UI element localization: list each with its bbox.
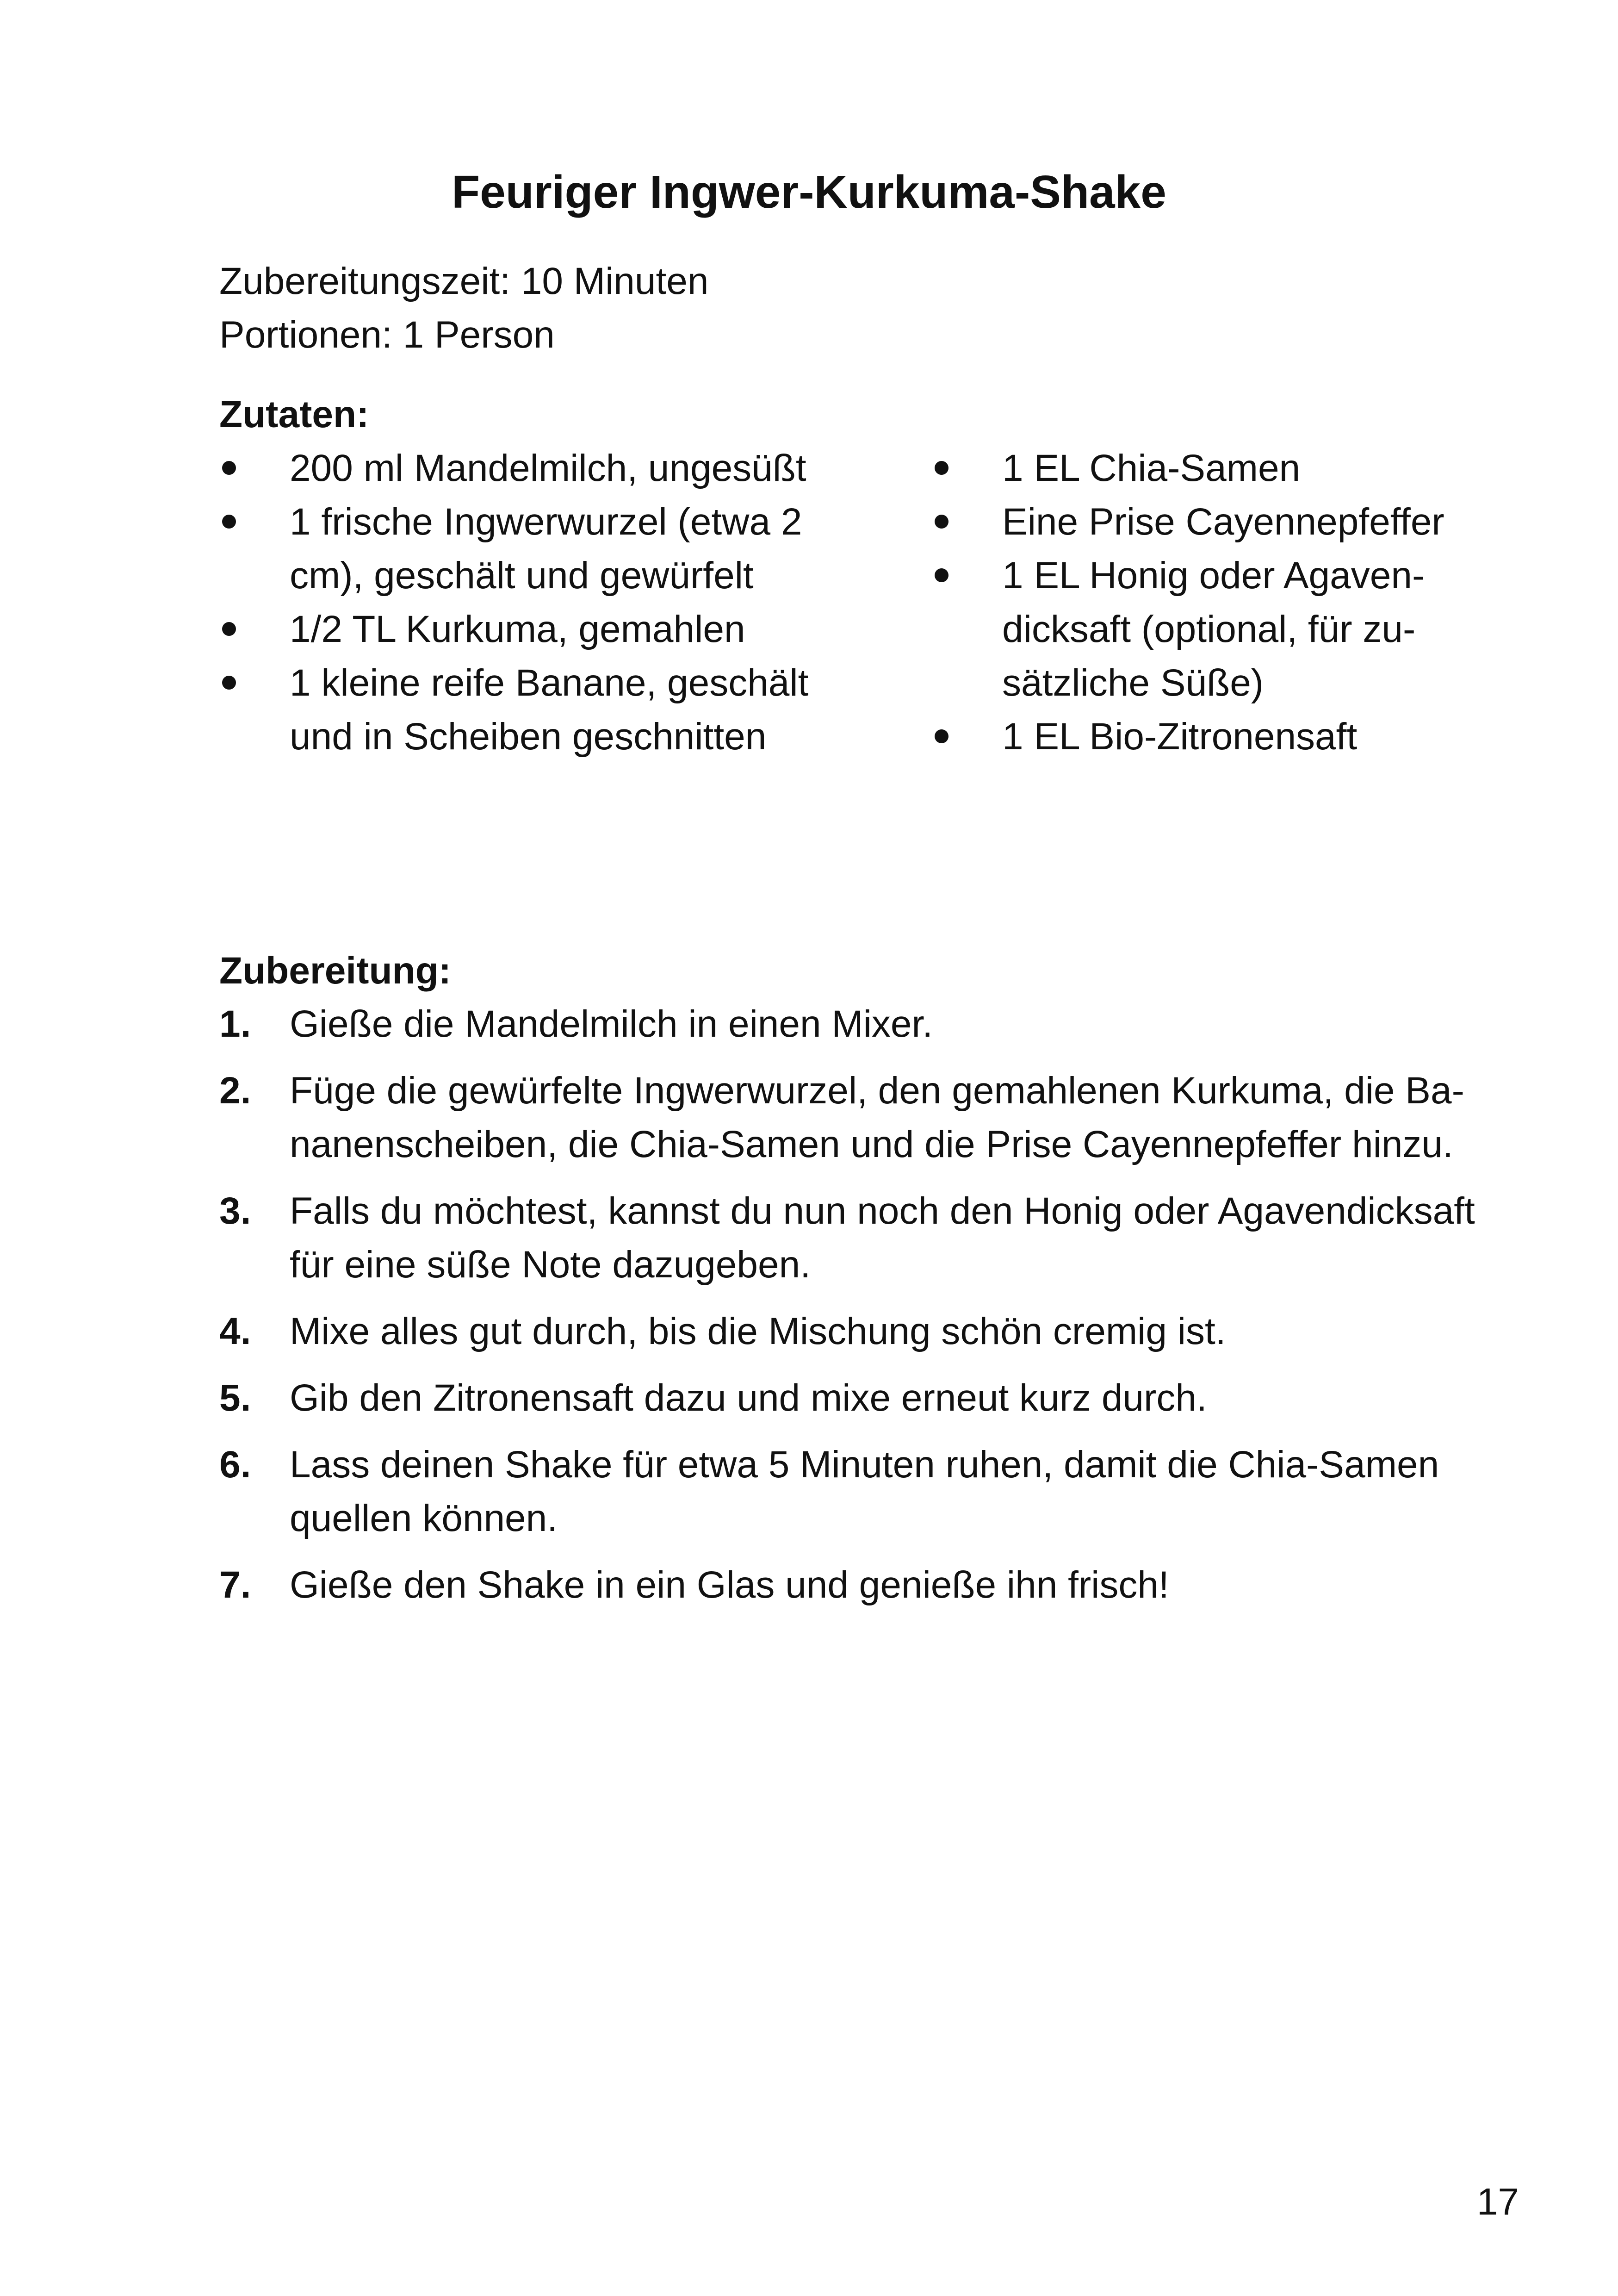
ingredient-item bbox=[932, 495, 1519, 549]
ingredient-text: Eine Prise Cayennepfeffer bbox=[1002, 501, 1444, 543]
ingredients-list-left bbox=[219, 442, 835, 764]
bullet-icon bbox=[935, 461, 948, 475]
ingredient-item bbox=[932, 549, 1519, 710]
ingredient-item bbox=[219, 442, 835, 495]
step-number: 1. bbox=[219, 1003, 251, 1045]
ingredient-item bbox=[932, 710, 1519, 764]
preparation-heading: Zubereitung: bbox=[219, 950, 452, 992]
step-text: Füge die gewürfelte Ingwerwurzel, den gemahlenen Kurkuma, die Bananenscheiben, die Chia-Samen und die Prise Cayennepfeffer hinzu. bbox=[290, 1070, 1464, 1165]
preparation-steps bbox=[219, 997, 1519, 1625]
step-text: Lass deinen Shake für etwa 5 Minuten ruhen, damit die Chia-Samen quellen können. bbox=[290, 1444, 1439, 1539]
ingredients-heading: Zutaten: bbox=[219, 393, 369, 436]
step-item bbox=[219, 1064, 1519, 1171]
step-text: Falls du möchtest, kannst du nun noch den Honig oder Agavendicksaft für eine süße Note dazugeben. bbox=[290, 1190, 1475, 1286]
recipe-title: Feuriger Ingwer-Kurkuma-Shake bbox=[452, 166, 1166, 218]
prep-time: Zubereitungszeit: 10 Minuten bbox=[219, 260, 709, 302]
step-item bbox=[219, 1558, 1519, 1612]
ingredient-text: 1 EL Bio-Zitronensaft bbox=[1002, 716, 1358, 758]
recipe-meta bbox=[219, 255, 709, 362]
step-number: 5. bbox=[219, 1377, 251, 1419]
ingredient-text: 1 EL Honig oder Agavendicksaft (optional, für zusätzliche Süße) bbox=[1002, 554, 1425, 704]
step-number: 6. bbox=[219, 1444, 251, 1486]
step-item bbox=[219, 1305, 1519, 1358]
step-text: Gieße den Shake in ein Glas und genieße ihn frisch! bbox=[290, 1564, 1169, 1606]
step-text: Mixe alles gut durch, bis die Mischung schön cremig ist. bbox=[290, 1310, 1226, 1352]
step-number: 2. bbox=[219, 1070, 251, 1112]
bullet-icon bbox=[222, 515, 236, 529]
bullet-icon bbox=[935, 515, 948, 529]
step-number: 4. bbox=[219, 1310, 251, 1352]
ingredient-text: 1/2 TL Kurkuma, gemahlen bbox=[290, 608, 745, 650]
bullet-icon bbox=[935, 568, 948, 582]
step-number: 3. bbox=[219, 1190, 251, 1232]
bullet-icon bbox=[222, 622, 236, 636]
ingredients-list-right bbox=[932, 442, 1519, 764]
servings: Portionen: 1 Person bbox=[219, 314, 555, 356]
step-number: 7. bbox=[219, 1564, 251, 1606]
bullet-icon bbox=[222, 461, 236, 475]
step-text: Gieße die Mandelmilch in einen Mixer. bbox=[290, 1003, 933, 1045]
ingredient-item bbox=[219, 603, 835, 656]
ingredient-item bbox=[219, 495, 835, 603]
bullet-icon bbox=[222, 676, 236, 690]
page-number: 17 bbox=[1476, 2181, 1519, 2223]
step-item bbox=[219, 1371, 1519, 1425]
ingredient-text: 1 EL Chia-Samen bbox=[1002, 447, 1301, 489]
step-item bbox=[219, 1438, 1519, 1545]
ingredient-item bbox=[219, 656, 835, 764]
ingredient-text: 1 kleine reife Banane, geschält und in Scheiben geschnitten bbox=[290, 662, 809, 758]
step-item bbox=[219, 997, 1519, 1051]
ingredient-item bbox=[932, 442, 1519, 495]
bullet-icon bbox=[935, 729, 948, 743]
ingredient-text: 200 ml Mandelmilch, ungesüßt bbox=[290, 447, 806, 489]
ingredient-text: 1 frische Ingwerwurzel (etwa 2 cm), geschält und gewürfelt bbox=[290, 501, 802, 597]
step-text: Gib den Zitronensaft dazu und mixe erneut kurz durch. bbox=[290, 1377, 1207, 1419]
step-item bbox=[219, 1184, 1519, 1292]
